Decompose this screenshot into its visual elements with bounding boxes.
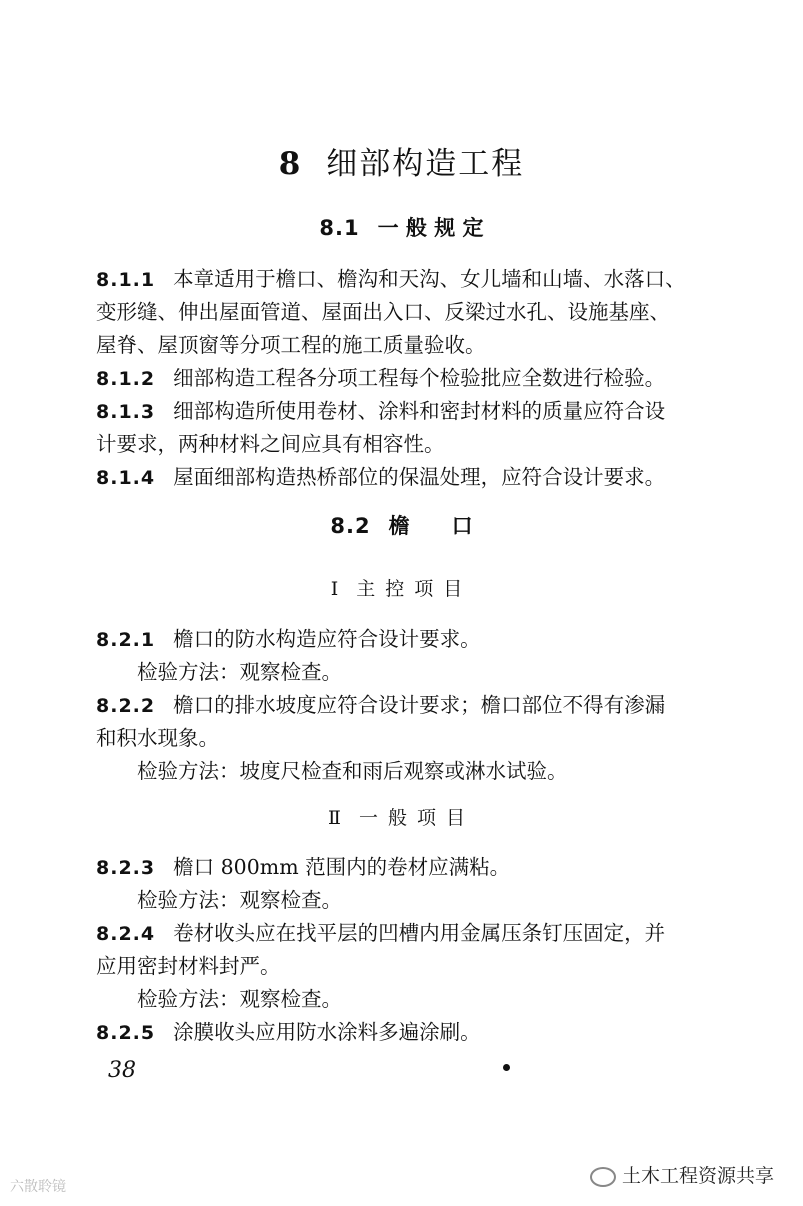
method-line [137,754,757,784]
clause-line [96,688,716,718]
clause-line [96,328,716,358]
clause-number: 8.2.4 [96,923,156,945]
clause-text: 应用密封材料封严。 [96,954,281,978]
method-line [137,883,757,913]
method-text: 检验方法：坡度尺检查和雨后观察或淋水试验。 [137,759,568,783]
clause-line [96,721,716,751]
clause-text: 变形缝、伸出屋面管道、屋面出入口、反梁过水孔、设施基座、 [96,300,670,324]
watermark-text: 土木工程资源共享 [622,1165,775,1187]
clause-text: 和积水现象。 [96,726,219,750]
clause-number: 8.1.2 [96,368,156,390]
clause-line [96,394,716,424]
method-text: 检验方法：观察检查。 [137,888,342,912]
wechat-icon [590,1167,616,1187]
clause-text: 檐口 800mm 范围内的卷材应满粘。 [173,855,511,879]
clause-text: 细部构造所使用卷材、涂料和密封材料的质量应符合设 [173,399,666,423]
watermark-right [590,1161,774,1188]
watermark-left: 六散聆镜 [10,1179,66,1195]
clause-number: 8.2.2 [96,695,156,717]
clause-text: 涂膜收头应用防水涂料多遍涂刷。 [173,1020,481,1044]
clause-number: 8.2.3 [96,857,156,879]
clause-line [96,1015,716,1045]
clause-line [96,361,716,391]
method-text: 检验方法：观察检查。 [137,660,342,684]
clause-text: 本章适用于檐口、檐沟和天沟、女儿墙和山墙、水落口、 [173,267,686,291]
dot-mark [503,1064,510,1071]
method-text: 检验方法：观察检查。 [137,987,342,1011]
page-number: 38 [108,1058,136,1083]
roman-numeral: Ⅰ [330,578,349,600]
clause-text: 檐口的防水构造应符合设计要求。 [173,627,481,651]
chapter-name: 细部构造工程 [326,146,525,182]
section-name: 檐 口 [388,514,473,538]
clause-number: 8.2.5 [96,1022,156,1044]
section-number: 8.2 [330,514,371,538]
clause-line [96,427,716,457]
clause-text: 细部构造工程各分项工程每个检验批应全数进行检验。 [173,366,666,390]
clause-number: 8.1.3 [96,401,156,423]
clause-line [96,622,716,652]
subheading-general-items [0,803,803,830]
clause-text: 檐口的排水坡度应符合设计要求；檐口部位不得有渗漏 [173,693,666,717]
section-number: 8.1 [319,216,360,240]
clause-line [96,850,716,880]
clause-number: 8.2.1 [96,629,156,651]
roman-numeral: Ⅱ [328,807,351,829]
clause-text: 屋脊、屋顶窗等分项工程的施工质量验收。 [96,333,486,357]
subheading-text: 一般项目 [358,807,475,829]
clause-line [96,460,716,490]
clause-line [96,262,716,292]
method-line [137,982,757,1012]
method-line [137,655,757,685]
chapter-number: 8 [278,146,303,182]
section-title-8-1 [0,212,803,242]
section-name: 一 般 规 定 [377,216,484,240]
clause-line [96,295,716,325]
subheading-main-items [0,574,803,601]
section-title-8-2 [0,510,803,540]
subheading-text: 主控项目 [356,578,473,600]
clause-number: 8.1.1 [96,269,156,291]
clause-text: 屋面细部构造热桥部位的保温处理，应符合设计要求。 [173,465,666,489]
clause-text: 卷材收头应在找平层的凹槽内用金属压条钉压固定，并 [173,921,666,945]
clause-line [96,916,716,946]
clause-line [96,949,716,979]
clause-text: 计要求，两种材料之间应具有相容性。 [96,432,445,456]
clause-number: 8.1.4 [96,467,156,489]
chapter-title [0,138,803,183]
